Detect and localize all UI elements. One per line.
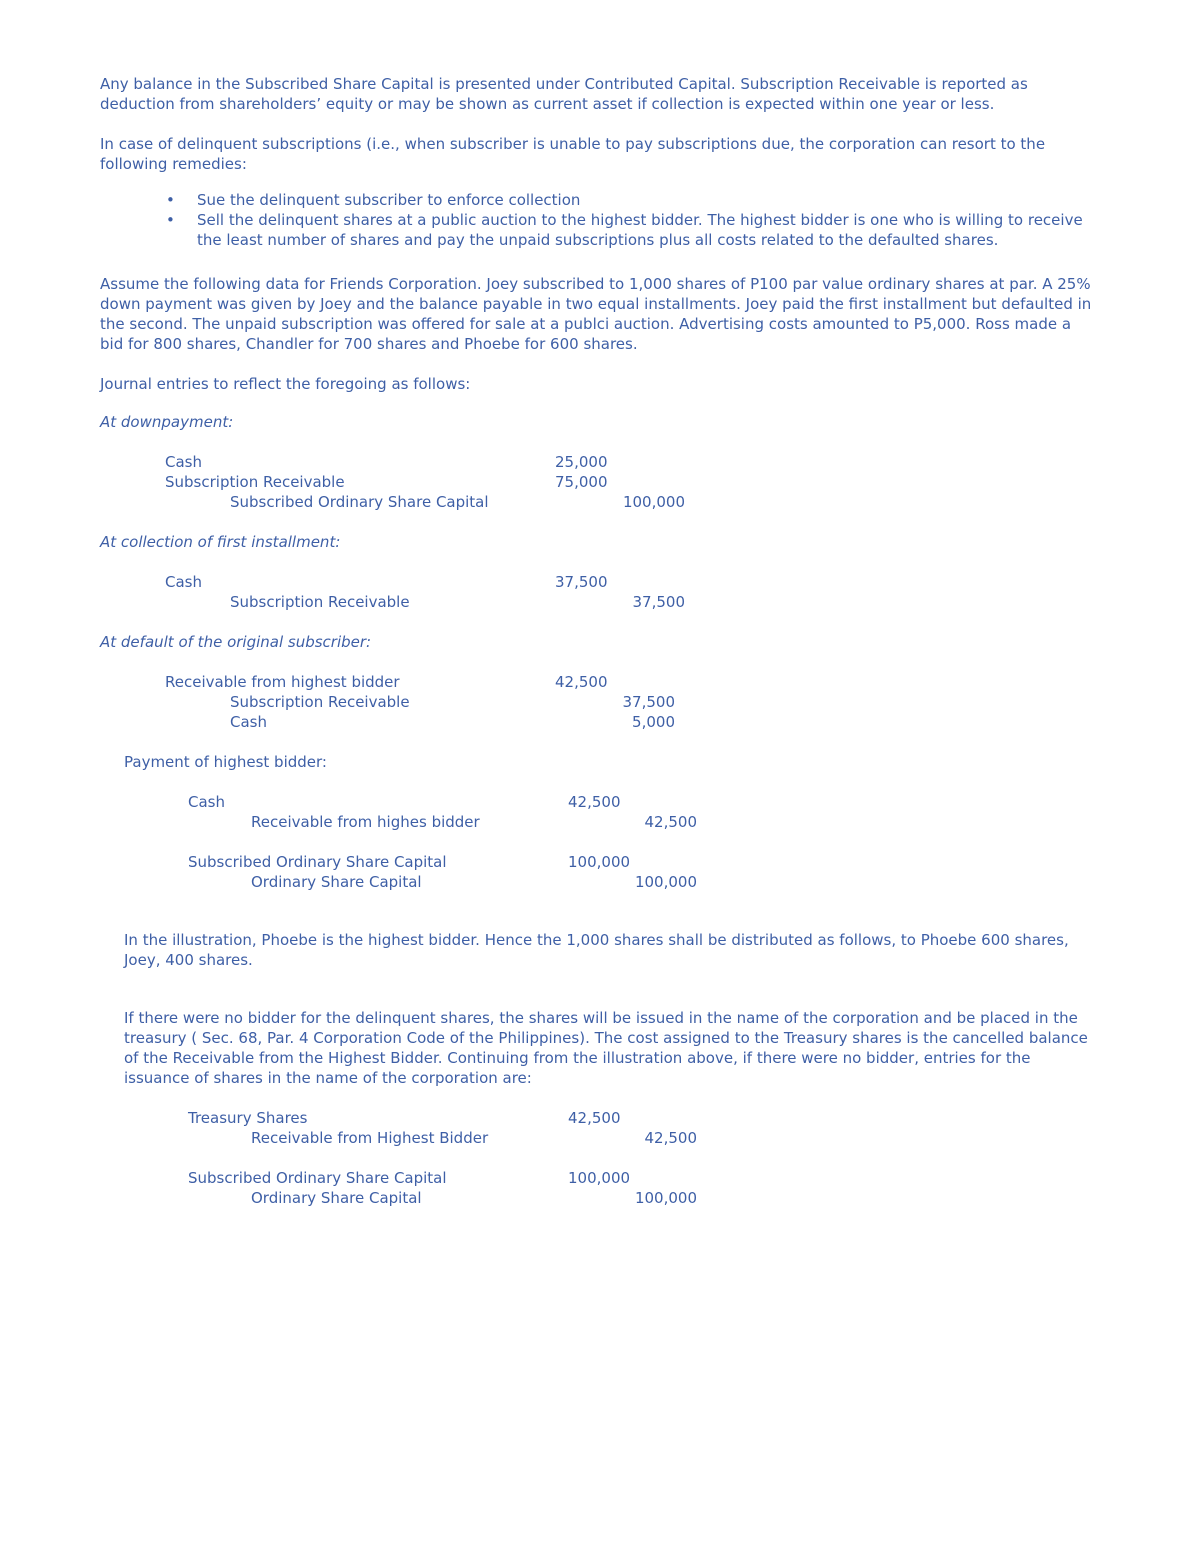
account-name: Receivable from highest bidder	[165, 673, 400, 691]
journal-entry-default	[100, 672, 1095, 732]
journal-row	[100, 852, 1095, 872]
debit-amount: 42,500	[568, 1109, 621, 1127]
account-name: Subscribed Ordinary Share Capital	[188, 853, 447, 871]
credit-amount: 100,000	[634, 1189, 697, 1207]
journal-row	[100, 672, 1095, 692]
heading-default: At default of the original subscriber:	[100, 633, 372, 651]
debit-amount: 42,500	[568, 793, 621, 811]
journal-row	[100, 472, 1095, 492]
paragraph-subscribed-capital: Any balance in the Subscribed Share Capital is presented under Contributed Capital. Subscription Receivable is reported as deduction from shareholders’ equity or may be shown as current asset if collection is expected within one year or less.	[100, 75, 1028, 113]
account-name: Treasury Shares	[188, 1109, 308, 1127]
journal-row	[100, 1168, 1095, 1188]
journal-row	[100, 572, 1095, 592]
bullet-icon: •	[166, 191, 175, 209]
account-name: Ordinary Share Capital	[251, 1189, 422, 1207]
journal-row	[100, 492, 1095, 512]
account-name: Ordinary Share Capital	[251, 873, 422, 891]
journal-entry-payment-cash	[100, 792, 1095, 832]
credit-amount: 37,500	[632, 593, 685, 611]
account-name: Cash	[188, 793, 225, 811]
debit-amount: 25,000	[555, 453, 608, 471]
bullet-icon: •	[166, 211, 175, 229]
paragraph-journal-intro: Journal entries to reflect the foregoing as follows:	[100, 375, 471, 393]
account-name: Subscribed Ordinary Share Capital	[230, 493, 489, 511]
account-name: Receivable from highes bidder	[251, 813, 480, 831]
journal-row	[100, 1128, 1095, 1148]
journal-entry-downpayment	[100, 452, 1095, 512]
journal-row	[100, 812, 1095, 832]
account-name: Subscribed Ordinary Share Capital	[188, 1169, 447, 1187]
journal-row	[100, 452, 1095, 472]
credit-amount: 100,000	[634, 873, 697, 891]
journal-row	[100, 712, 1095, 732]
account-name: Cash	[165, 573, 202, 591]
list-item: • Sue the delinquent subscriber to enforce collection	[166, 191, 581, 209]
credit-amount: 42,500	[644, 813, 697, 831]
journal-entry-treasury-capital	[100, 1168, 1095, 1208]
journal-row	[100, 1188, 1095, 1208]
credit-amount: 42,500	[644, 1129, 697, 1147]
debit-amount: 100,000	[568, 853, 631, 871]
paragraph-delinquent-intro: In case of delinquent subscriptions (i.e., when subscriber is unable to pay subscriptions due, the corporation can resort to the following remedies:	[100, 135, 1046, 173]
debit-amount: 37,500	[555, 573, 608, 591]
account-name: Subscription Receivable	[165, 473, 345, 491]
debit-amount: 75,000	[555, 473, 608, 491]
account-name: Subscription Receivable	[230, 593, 410, 611]
journal-row	[100, 692, 1095, 712]
heading-payment: Payment of highest bidder:	[124, 753, 327, 771]
journal-entry-treasury	[100, 1108, 1095, 1148]
journal-row	[100, 792, 1095, 812]
credit-amount: 37,500	[622, 693, 675, 711]
account-name: Cash	[230, 713, 267, 731]
document-page	[100, 74, 1095, 1228]
journal-row	[100, 592, 1095, 612]
paragraph-illustration: In the illustration, Phoebe is the highest bidder. Hence the 1,000 shares shall be distributed as follows, to Phoebe 600 shares, Joey, 400 shares.	[124, 931, 1069, 969]
credit-amount: 100,000	[622, 493, 685, 511]
account-name: Receivable from Highest Bidder	[251, 1129, 489, 1147]
credit-amount: 5,000	[632, 713, 675, 731]
debit-amount: 100,000	[568, 1169, 631, 1187]
journal-entry-payment-capital	[100, 852, 1095, 892]
list-item: • Sell the delinquent shares at a public auction to the highest bidder. The highest bidder is one who is willing to receive the least number of shares and pay the unpaid subscriptions plus all costs related to the defaulted shares.	[166, 211, 1083, 249]
remedies-list	[100, 190, 1095, 250]
account-name: Cash	[165, 453, 202, 471]
debit-amount: 42,500	[555, 673, 608, 691]
paragraph-no-bidder: If there were no bidder for the delinquent shares, the shares will be issued in the name of the corporation and be placed in the treasury ( Sec. 68, Par. 4 Corporation Code of the Philippines). The cost assigned to the Treasury shares is the cancelled balance of the Receivable from the Highest Bidder. Continuing from the illustration above, if there were no bidder, entries for the issuance of shares in the name of the corporation are:	[124, 1009, 1088, 1087]
paragraph-assumed-data: Assume the following data for Friends Corporation. Joey subscribed to 1,000 shares of P100 par value ordinary shares at par. A 25% down payment was given by Joey and the balance payable in two equal installments. Joey paid the first installment but defaulted in the second. The unpaid subscription was offered for sale at a publci auction. Advertising costs amounted to P5,000. Ross made a bid for 800 shares, Chandler for 700 shares and Phoebe for 600 shares.	[100, 275, 1092, 353]
journal-row	[100, 1108, 1095, 1128]
heading-downpayment: At downpayment:	[100, 413, 234, 431]
journal-row	[100, 872, 1095, 892]
journal-entry-first-installment	[100, 572, 1095, 612]
heading-first-installment: At collection of first installment:	[100, 533, 341, 551]
account-name: Subscription Receivable	[230, 693, 410, 711]
